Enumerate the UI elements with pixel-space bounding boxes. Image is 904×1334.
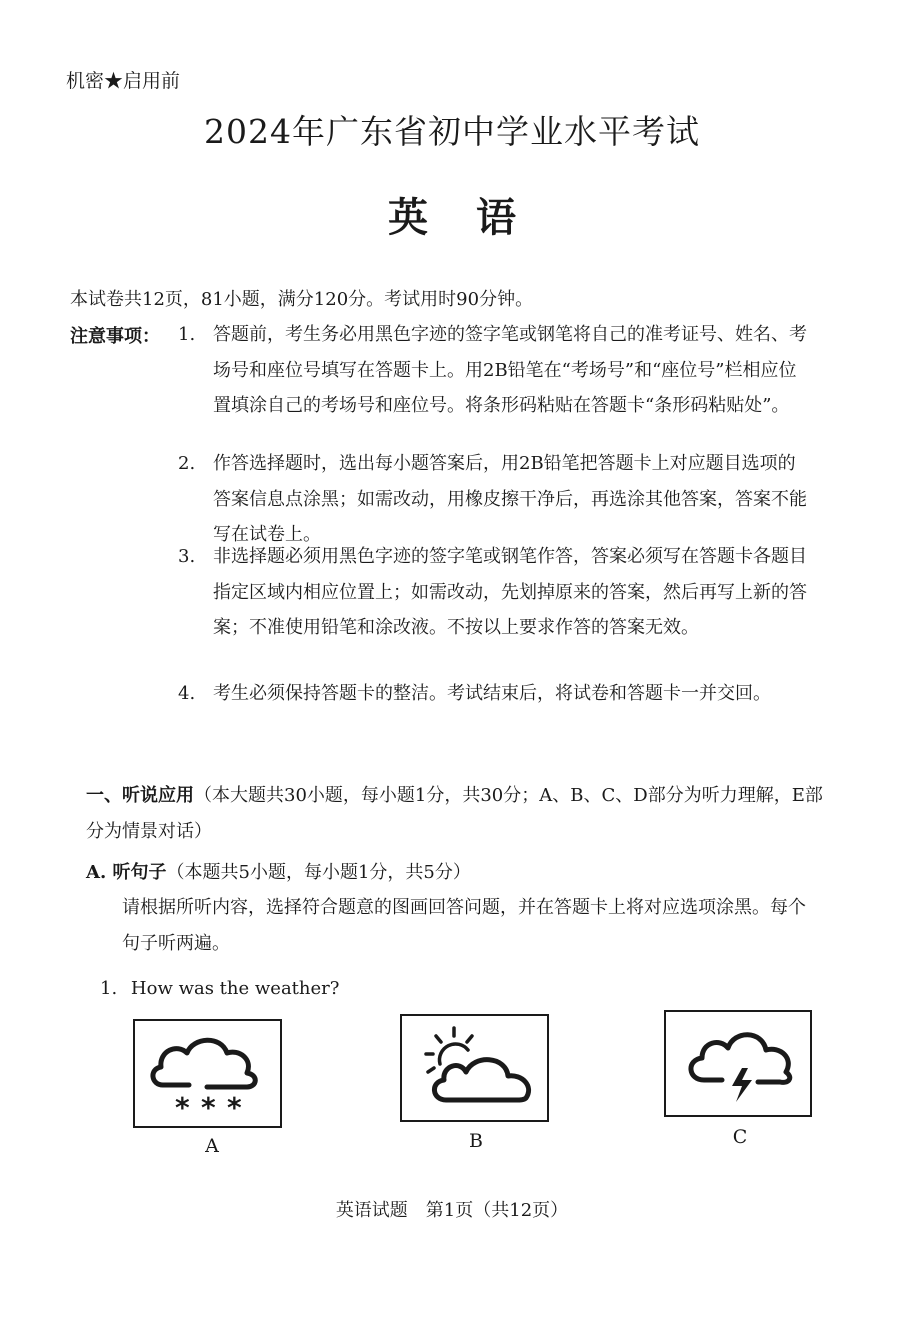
note-num: 1.	[178, 324, 196, 345]
note-item-3	[178, 539, 818, 683]
option-b-label: B	[469, 1130, 483, 1152]
note-num: 3.	[178, 546, 196, 567]
svg-text:*: *	[175, 1091, 190, 1124]
note-text: 非选择题必须用黑色字迹的签字笔或钢笔作答，答案必须写在答题卡各题目指定区域内相应位置上；如需改动，先划掉原来的答案，然后再写上新的答案；不准使用铅笔和涂改液。不按以上要求作答的答案无效。	[213, 546, 807, 638]
svg-text:*: *	[227, 1091, 242, 1124]
confidential-mark: 机密★启用前	[66, 70, 181, 92]
question-1	[100, 978, 339, 999]
option-c-image[interactable]	[664, 1010, 812, 1117]
sun-cloud-icon	[402, 1016, 547, 1120]
part-a-heading	[86, 858, 471, 884]
note-item-2	[178, 446, 818, 554]
note-num: 2.	[178, 453, 196, 474]
option-c-label: C	[732, 1126, 748, 1148]
exam-intro: 本试卷共12页，81小题，满分120分。考试用时90分钟。	[70, 289, 534, 310]
note-item-1	[178, 317, 818, 461]
question-number: 1.	[100, 978, 118, 999]
exam-title: 2024年广东省初中学业水平考试	[204, 112, 700, 151]
section-1-title: 一、听说应用	[86, 785, 194, 806]
subject-title: 英语	[388, 194, 564, 241]
option-a-label: A	[205, 1135, 219, 1157]
notes-label: 注意事项：	[70, 326, 160, 347]
page-footer: 英语试题 第1页（共12页）	[335, 1200, 569, 1221]
svg-text:*: *	[201, 1091, 216, 1124]
note-text: 作答选择题时，选出每小题答案后，用2B铅笔把答题卡上对应题目选项的答案信息点涂黑；如需改动，用橡皮擦干净后，再选涂其他答案，答案不能写在试卷上。	[213, 453, 807, 545]
part-a-instruction: 请根据所听内容，选择符合题意的图画回答问题，并在答题卡上将对应选项涂黑。每个句子听两遍。	[122, 897, 806, 954]
part-a-title: A. 听句子	[86, 862, 167, 883]
note-text: 考生必须保持答题卡的整洁。考试结束后，将试卷和答题卡一并交回。	[213, 683, 771, 704]
part-a-desc: （本题共5小题，每小题1分，共5分）	[166, 862, 471, 883]
note-item-4	[178, 676, 818, 748]
note-num: 4.	[178, 683, 196, 704]
note-text: 答题前，考生务必用黑色字迹的签字笔或钢笔将自己的准考证号、姓名、考场号和座位号填写在答题卡上。用2B铅笔在“考场号”和“座位号”栏相应位置填涂自己的考场号和座位号。将条形码粘贴在答题卡“条形码粘贴处”。	[213, 324, 807, 416]
section-1-desc: （本大题共30小题，每小题1分，共30分；A、B、C、D部分为听力理解，E部分为情景对话）	[86, 785, 823, 842]
option-a-image[interactable]	[133, 1019, 282, 1128]
snow-cloud-icon	[135, 1021, 280, 1126]
option-b-image[interactable]	[400, 1014, 549, 1122]
section-1-heading	[86, 778, 826, 850]
thunder-cloud-icon	[666, 1012, 810, 1115]
question-text: How was the weather?	[130, 978, 340, 999]
